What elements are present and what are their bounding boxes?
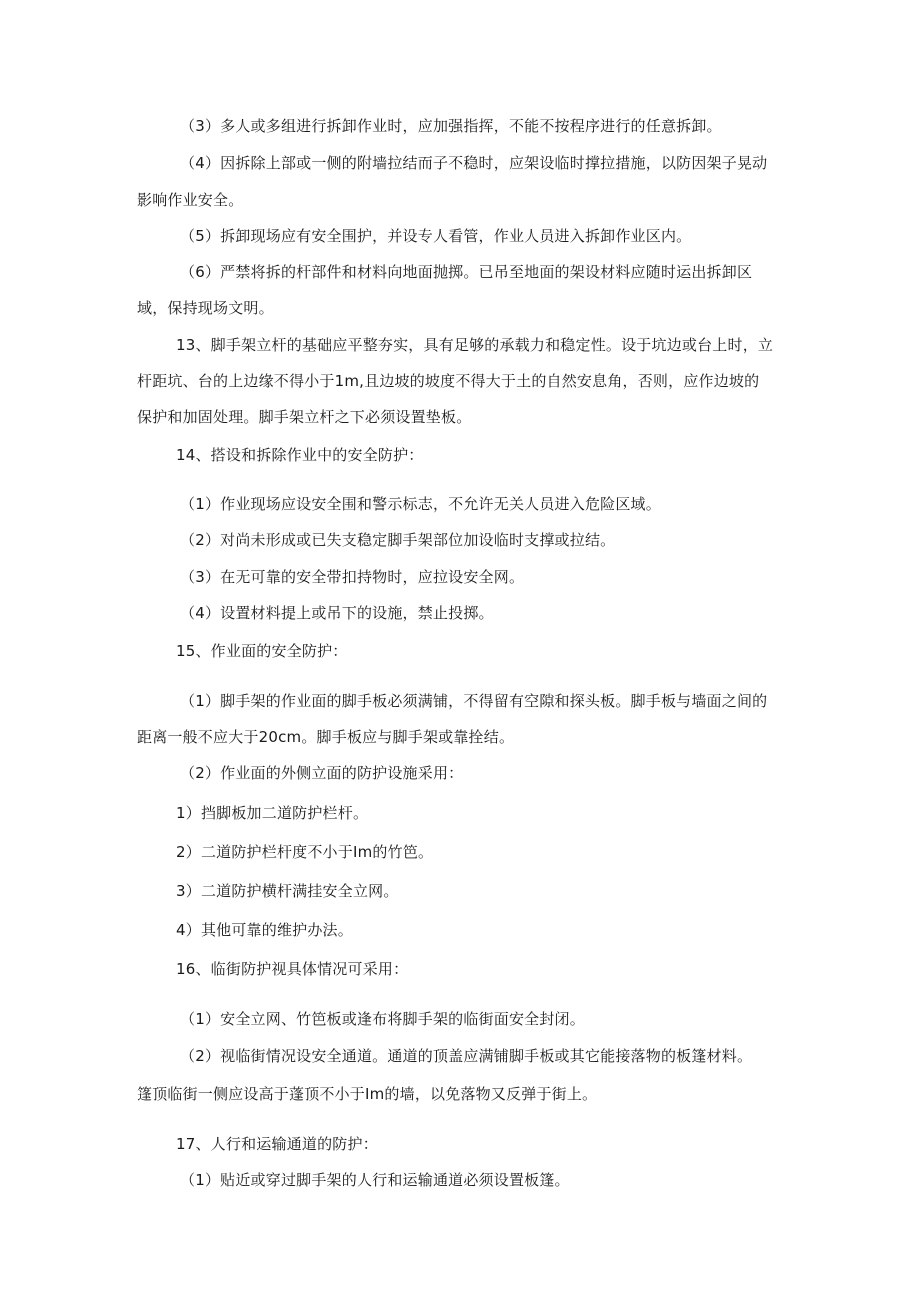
paragraph-4-line-1: （4）因拆除上部或一侧的附墙拉结而子不稳时，应架设临时撑拉措施，以防因架子晃动 [180,154,768,172]
item-16-sub-2-line-1: （2）视临街情况设安全通道。通道的顶盖应满铺脚手板或其它能接落物的板篷材料。 [180,1047,753,1065]
item-15-heading: 15、作业面的安全防护： [176,642,348,660]
item-13-line-2: 杆距坑、台的上边缘不得小于1m,且边坡的坡度不得大于土的自然安息角，否则，应作边坡的 [137,372,760,390]
item-13-line-3: 保护和加固处理。脚手架立杆之下必须设置垫板。 [137,408,472,426]
item-15-sub-2: （2）作业面的外侧立面的防护设施采用： [180,764,464,782]
item-16-sub-1: （1）安全立网、竹笆板或逢布将脚手架的临街面安全封闭。 [180,1010,585,1028]
item-15-sub-1-line-2: 距离一般不应大于20cm。脚手板应与脚手架或靠拴结。 [137,728,515,746]
item-14-sub-3: （3）在无可靠的安全带扣持物时，应拉设安全网。 [180,568,525,586]
item-17-sub-1: （1）贴近或穿过脚手架的人行和运输通道必须设置板篷。 [180,1171,570,1189]
paragraph-6-line-1: （6）严禁将拆的杆部件和材料向地面抛掷。已吊至地面的架设材料应随时运出拆卸区 [180,263,753,281]
item-15-sub-1-line-1: （1）脚手架的作业面的脚手板必须满铺，不得留有空隙和探头板。脚手板与墙面之间的 [180,692,768,710]
item-14-sub-4: （4）设置材料提上或吊下的设施，禁止投掷。 [180,604,494,622]
item-16-sub-2-line-2: 篷顶临街一侧应设高于蓬顶不小于Im的墙，以免落物又反弹于街上。 [137,1085,598,1103]
item-16-heading: 16、临街防护视具体情况可采用： [176,960,409,978]
paragraph-4-line-2: 影响作业安全。 [137,191,244,209]
item-14-sub-2: （2）对尚未形成或已失支稳定脚手架部位加设临时支撑或拉结。 [180,531,616,549]
item-14-sub-1: （1）作业现场应设安全围和警示标志，不允许无关人员进入危险区域。 [180,495,661,513]
item-15-list-2: 2）二道防护栏杆度不小于Im的竹笆。 [176,843,434,861]
paragraph-5: （5）拆卸现场应有安全围护，并设专人看管，作业人员进入拆卸作业区内。 [180,227,692,245]
paragraph-3: （3）多人或多组进行拆卸作业时，应加强指挥，不能不按程序进行的任意拆卸。 [180,117,722,135]
item-15-list-3: 3）二道防护横杆满挂安全立网。 [176,882,399,900]
paragraph-6-line-2: 域，保持现场文明。 [137,299,274,317]
item-17-heading: 17、人行和运输通道的防护： [176,1135,378,1153]
item-15-list-4: 4）其他可靠的维护办法。 [176,921,353,939]
item-14-heading: 14、搭设和拆除作业中的安全防护： [176,446,424,464]
item-13-line-1: 13、脚手架立杆的基础应平整夯实，具有足够的承载力和稳定性。设于坑边或台上时，立 [176,336,774,354]
item-15-list-1: 1）挡脚板加二道防护栏杆。 [176,804,369,822]
